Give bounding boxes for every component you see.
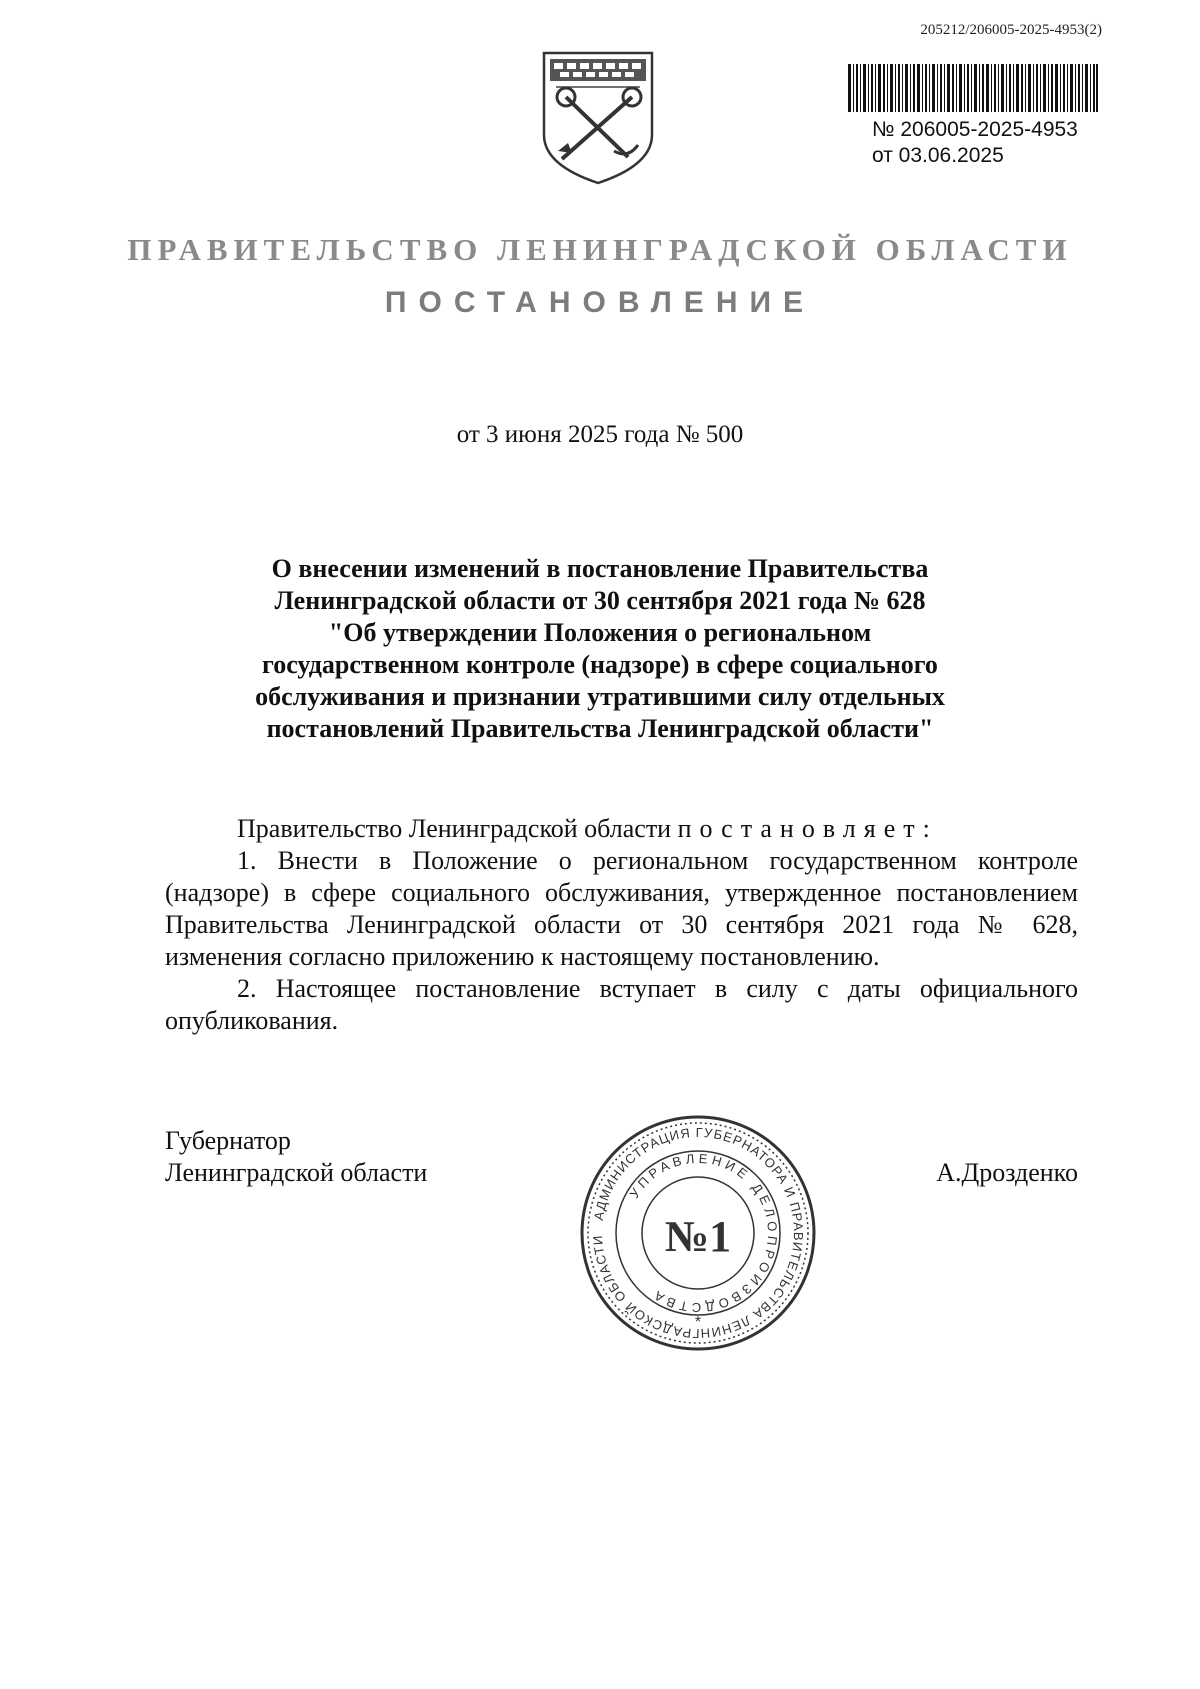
seal-outer-text: АДМИНИСТРАЦИЯ ГУБЕРНАТОРА И ПРАВИТЕЛЬСТВА ЛЕНИНГРАДСКОЙ ОБЛАСТИ: [589, 1124, 807, 1342]
subject-line: постановлений Правительства Ленинградской области": [266, 714, 934, 743]
decree-word: постановляет:: [677, 814, 938, 843]
seal-inner-text: УПРАВЛЕНИЕ ДЕЛОПРОИЗВОДСТВА: [626, 1150, 781, 1316]
preamble-text: Правительство Ленинградской области: [237, 814, 672, 843]
document-subject: [200, 553, 1000, 745]
signer-position-line: Губернатор: [165, 1126, 291, 1155]
government-title: ПРАВИТЕЛЬСТВО ЛЕНИНГРАДСКОЙ ОБЛАСТИ: [127, 232, 1073, 267]
item-1-paragraph: 1. Внести в Положение о региональном государственном контроле (надзоре) в сфере социального обслуживания, утвержденное постановлением Правительства Ленинградской области от 30 сентября 2021 года № 628, изменения согласно приложению к настоящему постановлению.: [165, 846, 1078, 971]
subject-line: государственном контроле (надзоре) в сфере социального: [262, 650, 938, 679]
registration-block: [872, 117, 1078, 169]
registration-date: от 03.06.2025: [872, 144, 1004, 167]
subject-line: "Об утверждении Положения о региональном: [328, 618, 872, 647]
document-body: [165, 813, 1078, 1037]
item-2-paragraph: 2. Настоящее постановление вступает в силу с даты официального опубликования.: [165, 974, 1078, 1035]
preamble-paragraph: [165, 813, 1078, 845]
barcode-icon: [848, 64, 1098, 112]
seal-number: №1: [664, 1212, 732, 1261]
signer-position-line: Ленинградской области: [165, 1158, 428, 1187]
signer-name: А.Дрозденко: [936, 1158, 1078, 1187]
document-date-number: от 3 июня 2025 года № 500: [456, 421, 744, 448]
registration-number: № 206005-2025-4953: [872, 118, 1078, 141]
barcode: [848, 64, 1098, 112]
subject-line: О внесении изменений в постановление Правительства: [271, 554, 929, 583]
document-reference: 205212/206005-2025-4953(2): [920, 22, 1102, 38]
seal-star: *: [694, 1314, 702, 1331]
official-seal: [578, 1113, 818, 1353]
document-type-title: ПОСТАНОВЛЕНИЕ: [384, 286, 816, 319]
subject-line: обслуживания и признании утратившими силу отдельных: [255, 682, 945, 711]
leningrad-oblast-coat-of-arms-icon: [536, 47, 660, 187]
signer-position: [165, 1125, 427, 1189]
subject-line: Ленинградской области от 30 сентября 2021 года № 628: [274, 586, 926, 615]
